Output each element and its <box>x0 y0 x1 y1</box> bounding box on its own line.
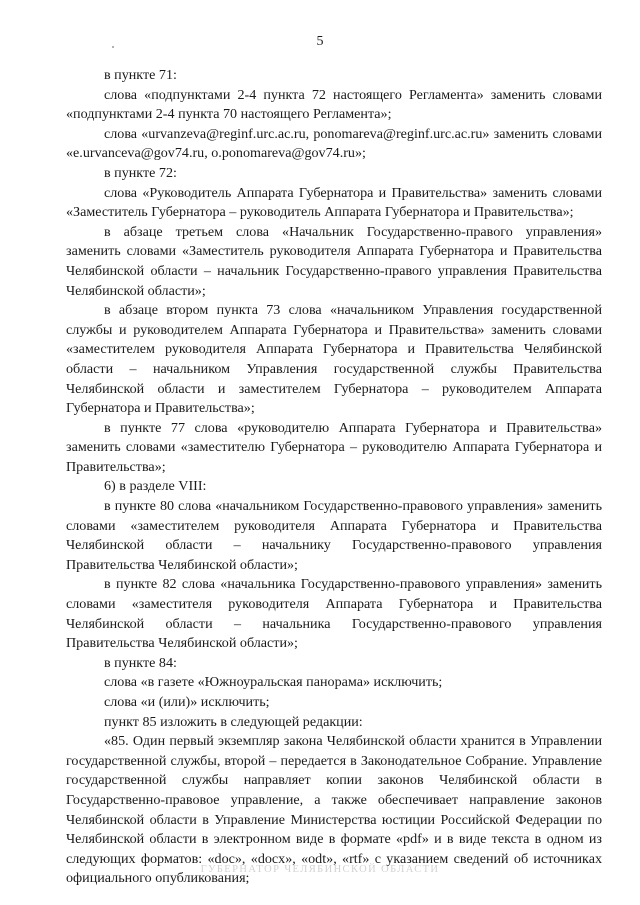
paragraph-p73-second-abzac: в абзаце втором пункта 73 слова «начальником Управления государственной службы и руководителем Аппарата Губернатора и Правительства» заменить словами «заместителем руководителя Аппарата Губернатора и Правительства Челябинской области – начальником Управления государственной службы Правительства Челябинской области и заместителем Губернатора – руководителем Аппарата Губернатора и Правительства»; <box>66 302 602 417</box>
paragraph-p71-heading: в пункте 71: <box>104 67 177 83</box>
paragraph-p82: в пункте 82 слова «начальника Государственно-правового управления» заменить словами «заместителя руководителя Аппарата Губернатора и Правительства Челябинской области – начальника Государственно-правового управления Правительства Челябинской области»; <box>66 576 602 652</box>
paragraph-p72-heading: в пункте 72: <box>104 164 177 181</box>
paragraph-p72-words-head: слова «Руководитель Аппарата Губернатора и Правительства» заменить словами «Заместитель Губернатора – руководитель Аппарата Губернатора и Правительства»; <box>66 184 602 221</box>
paragraph-p71-words-subitems: слова «подпунктами 2-4 пункта 72 настоящего Регламента» заменить словами «подпунктами 2-4 пункта 70 настоящего Регламента»; <box>66 86 602 123</box>
document-body <box>66 66 602 889</box>
paragraph-p80: в пункте 80 слова «начальником Государственно-правового управления» заменить словами «заместителем руководителя Аппарата Губернатора и Правительства Челябинской области – начальнику Государственно-правового управления Правительства Челябинской области»; <box>66 498 602 573</box>
paragraph-p85-text: «85. Один первый экземпляр закона Челябинской области хранится в Управлении государственной службы, второй – передается в Законодательное Собрание. Управление государственной службы направляет копии законов Челябинской области в Государственно-правовое управление, а также обеспечивает направление законов Челябинской области в Управление Министерства юстиции Российской Федерации по Челябинской области в электронном виде в формате «pdf» и в виде текста в одном из следующих форматов: «doc», «docx», «odt», «rtf» с указанием сведений об источниках официального опубликования; <box>66 733 602 887</box>
paragraph-p84-and-or: слова «и (или)» исключить; <box>104 694 270 710</box>
paragraph-section-viii: 6) в разделе VIII: <box>104 478 207 495</box>
page-number: 5 <box>316 34 324 49</box>
watermark: ГУБЕРНАТОР ЧЕЛЯБИНСКОЙ ОБЛАСТИ <box>200 864 440 875</box>
scan-dot <box>112 46 114 48</box>
paragraph-p84-newspaper: слова «в газете «Южноуральская панорама» исключить; <box>104 674 443 691</box>
paragraph-p85-heading: пункт 85 изложить в следующей редакции: <box>104 713 363 730</box>
paragraph-p71-words-emails: слова «urvanzeva@reginf.urc.ac.ru, ponomareva@reginf.urc.ac.ru» заменить словами «e.urvanceva@gov74.ru, o.ponomareva@gov74.ru»; <box>66 125 602 162</box>
paragraph-p72-third-abzac: в абзаце третьем слова «Начальник Государственно-правого управления» заменить словами «Заместитель руководителя Аппарата Губернатора и Правительства Челябинской области – начальник Государственно-правого управления Правительства Челябинской области»; <box>66 223 602 299</box>
paragraph-p77: в пункте 77 слова «руководителю Аппарата Губернатора и Правительства» заменить словами «заместителю Губернатора – руководителю Аппарата Губернатора и Правительства»; <box>66 419 602 475</box>
paragraph-p84-heading: в пункте 84: <box>104 654 177 671</box>
